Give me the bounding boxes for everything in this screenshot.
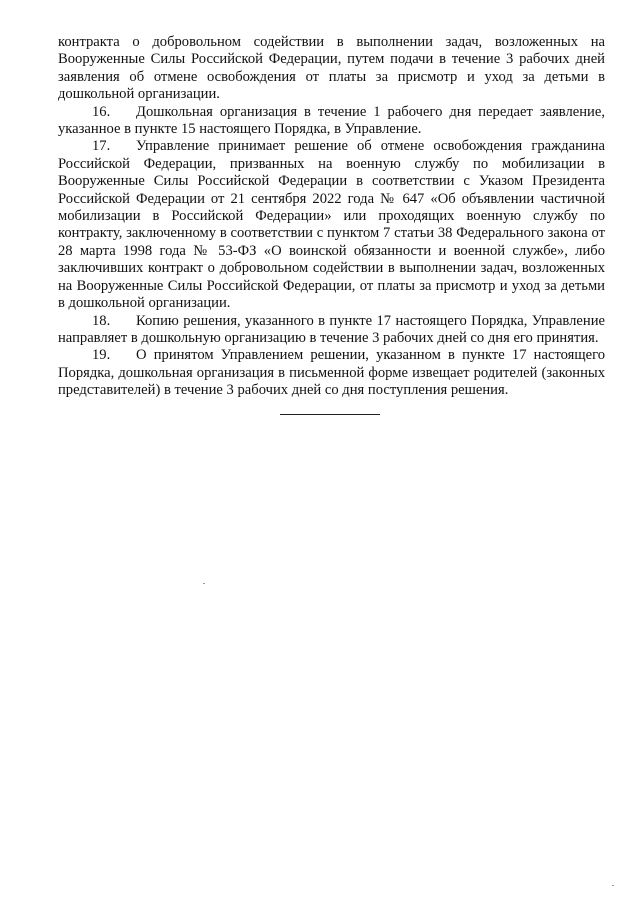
paragraph-16	[58, 104, 605, 139]
paragraph-number: 16.	[92, 103, 111, 120]
paragraph-text: Копию решения, указанного в пункте 17 настоящего Порядка, Управление направляет в дошкольную организацию в течение 3 рабочих дней со дня его принятия.	[58, 312, 605, 346]
paragraph-17	[58, 138, 605, 312]
paragraph-18	[58, 313, 605, 348]
scan-speck	[203, 583, 205, 584]
paragraph-continuation	[58, 34, 605, 104]
paragraph-number: 18.	[92, 312, 111, 329]
paragraph-number: 17.	[92, 138, 111, 155]
end-separator-line	[280, 414, 380, 415]
paragraph-text: контракта о добровольном содействии в выполнении задач, возложенных на Вооруженные Силы Российской Федерации, путем подачи в течение 3 рабочих дней заявления об отмене освобождения от платы за присмотр и уход за детьми в дошкольной организации.	[58, 34, 605, 103]
document-page	[58, 34, 605, 400]
paragraph-text: Дошкольная организация в течение 1 рабочего дня передает заявление, указанное в пункте 15 настоящего Порядка, в Управление.	[58, 103, 605, 138]
paragraph-number: 19.	[92, 347, 111, 364]
paragraph-text: Управление принимает решение об отмене освобождения гражданина Российской Федерации, призванных на военную службу по мобилизации в Вооруженные Силы Российской Федерации в соответствии с Указом Президента Российской Федерации от 21 сентября 2022 года № 647 «Об объявлении частичной мобилизации в Российской Федерации» или проходящих военную службу по контракту, заключенному в соответствии с пунктом 7 статьи 38 Федерального закона от 28 марта 1998 года № 53-ФЗ «О воинской обязанности и военной службе», либо заключивших контракт о добровольном содействии в выполнении задач, возложенных на Вооруженные Силы Российской Федерации, от платы за присмотр и уход за детьми в дошкольной организации.	[58, 138, 605, 312]
paragraph-19	[58, 347, 605, 399]
paragraph-text: О принятом Управлением решении, указанном в пункте 17 настоящего Порядка, дошкольная организация в письменной форме извещает родителей (законных представителей) в течение 3 рабочих дней со дня поступления решения.	[58, 347, 605, 399]
scan-speck	[612, 885, 614, 886]
